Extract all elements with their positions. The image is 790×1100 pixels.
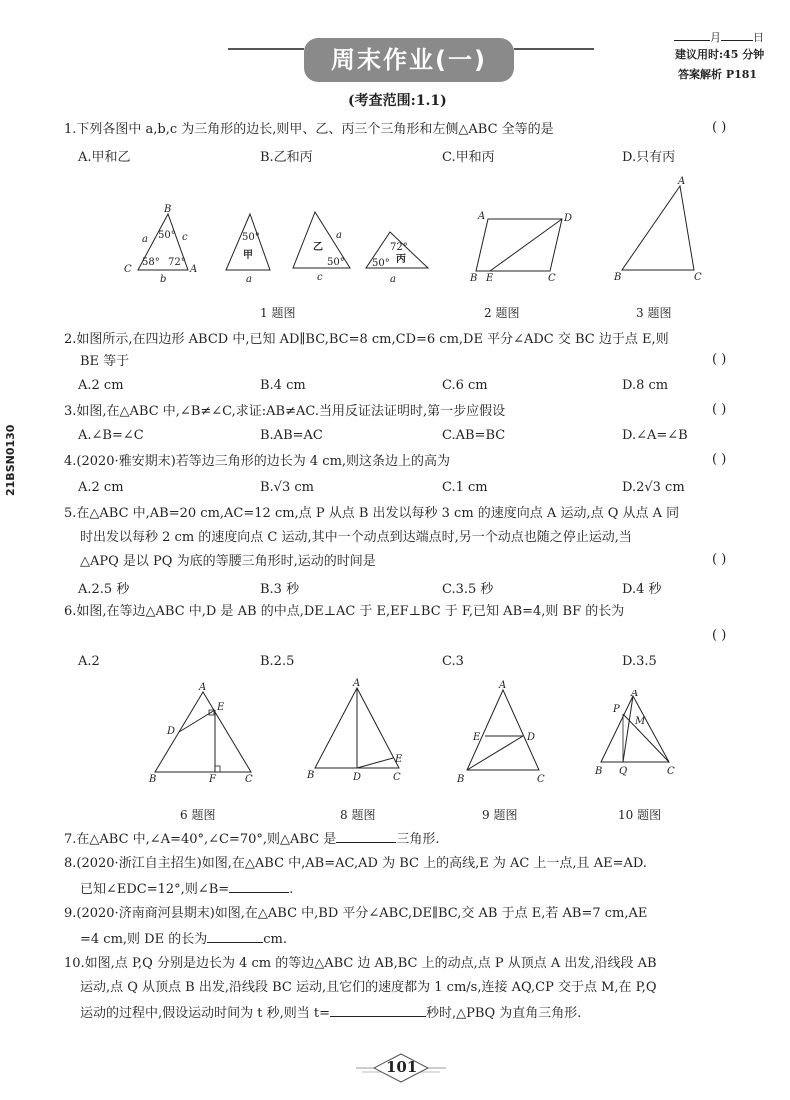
caption-fig1: 1 题图 bbox=[260, 306, 296, 320]
q4-option-c: C.1 cm bbox=[442, 480, 488, 495]
q6-option-c: C.3 bbox=[442, 654, 464, 669]
q2-text-line2: BE 等于 bbox=[80, 354, 130, 369]
q9-text-line2: =4 cm,则 DE 的长为 cm. bbox=[80, 928, 770, 950]
q3-option-c: C.AB=BC bbox=[442, 428, 506, 443]
svg-text:E: E bbox=[486, 273, 494, 284]
q10-blank[interactable] bbox=[330, 1002, 426, 1017]
yi-name: 乙 bbox=[313, 242, 323, 253]
svg-text:A: A bbox=[199, 682, 207, 693]
q6-option-d: D.3.5 bbox=[622, 654, 657, 669]
svg-text:M: M bbox=[635, 716, 646, 727]
caption-fig2: 2 题图 bbox=[484, 306, 520, 320]
svg-text:C: C bbox=[548, 273, 556, 284]
caption-fig9: 9 题图 bbox=[482, 808, 518, 822]
q8-text-line2: 已知∠EDC=12°,则∠B= . bbox=[80, 878, 770, 900]
caption-fig10: 10 题图 bbox=[618, 808, 662, 822]
q6-option-b: B.2.5 bbox=[260, 654, 295, 669]
answer-ref: 答案解析 P181 bbox=[678, 68, 758, 81]
q1-option-c: C.甲和丙 bbox=[442, 150, 495, 165]
svg-text:B: B bbox=[149, 774, 157, 785]
jia-name: 甲 bbox=[243, 250, 253, 261]
figure-q3 bbox=[610, 172, 710, 287]
q8-blank[interactable] bbox=[229, 878, 289, 893]
q5-text-line1: 5.在△ABC 中,AB=20 cm,AC=12 cm,点 P 从点 B 出发以每秒 3 cm 的速度向点 A 运动,点 Q 从点 A 同 bbox=[64, 506, 680, 521]
q4-answer-paren: ( ) bbox=[712, 452, 727, 467]
svg-text:D: D bbox=[353, 772, 362, 783]
figure-q9 bbox=[455, 678, 555, 790]
q5-option-d: D.4 秒 bbox=[622, 582, 662, 597]
figure-q2 bbox=[470, 205, 580, 285]
q9-blank[interactable] bbox=[207, 928, 263, 943]
svg-text:B: B bbox=[457, 774, 465, 785]
fig1-side-b: b bbox=[160, 274, 167, 285]
svg-text:D: D bbox=[564, 213, 573, 224]
fig1-side-c: c bbox=[182, 232, 188, 243]
q5-answer-paren: ( ) bbox=[712, 552, 727, 567]
title-rule-right bbox=[514, 48, 594, 50]
q4-text: 4.(2020·雅安期末)若等边三角形的边长为 4 cm,则这条边上的高为 bbox=[64, 454, 451, 469]
q2-option-d: D.8 cm bbox=[622, 378, 669, 393]
q2-option-c: C.6 cm bbox=[442, 378, 488, 393]
svg-text:A: A bbox=[678, 176, 686, 187]
scope-label: (考查范围:1.1) bbox=[348, 93, 447, 109]
date-line: 月 日 bbox=[674, 26, 764, 45]
q1-option-b: B.乙和丙 bbox=[260, 150, 313, 165]
suggest-time: 建议用时:45 分钟 bbox=[675, 48, 765, 61]
svg-text:D: D bbox=[167, 726, 176, 737]
q5-option-c: C.3.5 秒 bbox=[442, 582, 494, 597]
svg-text:D: D bbox=[527, 732, 536, 743]
bing-name: 丙 bbox=[396, 254, 406, 265]
q5-option-b: B.3 秒 bbox=[260, 582, 300, 597]
bing-side: a bbox=[390, 274, 396, 285]
jia-angle: 50° bbox=[242, 232, 260, 243]
svg-text:A: A bbox=[478, 211, 486, 222]
figure-q10 bbox=[595, 690, 685, 780]
jia-side: a bbox=[246, 274, 252, 285]
fig1-angle-c: 58° bbox=[142, 257, 160, 268]
svg-text:A: A bbox=[353, 678, 361, 689]
fig1-angle-a: 72° bbox=[168, 257, 186, 268]
q1-text: 1.下列各图中 a,b,c 为三角形的边长,则甲、乙、丙三个三角形和左侧△ABC 全等的是 bbox=[64, 122, 554, 137]
caption-fig3: 3 题图 bbox=[636, 306, 672, 320]
q3-option-a: A.∠B=∠C bbox=[78, 428, 144, 443]
svg-text:F: F bbox=[209, 774, 216, 785]
q1-option-a: A.甲和乙 bbox=[78, 150, 131, 165]
q4-option-b: B.√3 cm bbox=[260, 480, 314, 495]
fig1-label-b: B bbox=[164, 204, 172, 215]
q5-option-a: A.2.5 秒 bbox=[78, 582, 130, 597]
svg-text:E: E bbox=[217, 702, 225, 713]
q2-option-b: B.4 cm bbox=[260, 378, 306, 393]
svg-text:Q: Q bbox=[619, 766, 628, 777]
svg-text:C: C bbox=[537, 774, 545, 785]
q10-text-line1: 10.如图,点 P,Q 分别是边长为 4 cm 的等边△ABC 边 AB,BC 上的动点,点 P 从顶点 A 出发,沿线段 AB bbox=[64, 956, 657, 971]
yi-angle: 50° bbox=[327, 257, 345, 268]
fig1-label-c: C bbox=[124, 264, 132, 275]
q9-text-line1: 9.(2020·济南商河县期末)如图,在△ABC 中,BD 平分∠ABC,DE∥BC,交 AB 于点 E,若 AB=7 cm,AE bbox=[64, 906, 648, 921]
q1-answer-paren: ( ) bbox=[712, 120, 727, 135]
caption-fig8: 8 题图 bbox=[340, 808, 376, 822]
q2-answer-paren: ( ) bbox=[712, 352, 727, 367]
bing-angle-top: 72° bbox=[390, 242, 408, 253]
caption-fig6: 6 题图 bbox=[180, 808, 216, 822]
q10-text-line2: 运动,点 Q 从顶点 B 出发,沿线段 BC 运动,且它们的速度都为 1 cm/s,连接 AQ,CP 交于点 M,在 P,Q bbox=[80, 980, 657, 995]
svg-text:B: B bbox=[470, 273, 478, 284]
q3-option-b: B.AB=AC bbox=[260, 428, 323, 443]
q3-option-d: D.∠A=∠B bbox=[622, 428, 688, 443]
svg-text:C: C bbox=[245, 774, 253, 785]
q8-text-line1: 8.(2020·浙江自主招生)如图,在△ABC 中,AB=AC,AD 为 BC 上的高线,E 为 AC 上一点,且 AE=AD. bbox=[64, 856, 647, 871]
svg-text:B: B bbox=[595, 766, 603, 777]
q1-option-d: D.只有丙 bbox=[622, 150, 676, 165]
q3-answer-paren: ( ) bbox=[712, 402, 727, 417]
svg-text:B: B bbox=[614, 272, 622, 283]
svg-text:E: E bbox=[395, 754, 403, 765]
q3-text: 3.如图,在△ABC 中,∠B≠∠C,求证:AB≠AC.当用反证法证明时,第一步应假设 bbox=[64, 404, 506, 419]
yi-side-a: a bbox=[336, 230, 342, 241]
q7-blank[interactable] bbox=[336, 828, 396, 843]
svg-text:E: E bbox=[473, 732, 481, 743]
page-number: 101 bbox=[386, 1058, 418, 1076]
q5-text-line2: 时出发以每秒 2 cm 的速度向点 C 运动,其中一个动点到达端点时,另一个动点也随之停止运动,当 bbox=[80, 530, 632, 545]
title-rule-left bbox=[228, 48, 304, 50]
svg-text:B: B bbox=[307, 770, 315, 781]
figure-q8 bbox=[305, 676, 415, 790]
q2-text-line1: 2.如图所示,在四边形 ABCD 中,已知 AD∥BC,BC=8 cm,CD=6 cm,DE 平分∠ADC 交 BC 边于点 E,则 bbox=[64, 332, 669, 347]
svg-text:A: A bbox=[499, 680, 507, 691]
side-code: 21BSN0130 bbox=[4, 424, 17, 496]
q6-text: 6.如图,在等边△ABC 中,D 是 AB 的中点,DE⊥AC 于 E,EF⊥BC 于 F,已知 AB=4,则 BF 的长为 bbox=[64, 604, 625, 619]
fig1-label-a: A bbox=[190, 264, 198, 275]
q7-text: 7.在△ABC 中,∠A=40°,∠C=70°,则△ABC 是 三角形. bbox=[64, 828, 754, 850]
q6-option-a: A.2 bbox=[78, 654, 100, 669]
svg-text:C: C bbox=[694, 272, 702, 283]
q6-answer-paren: ( ) bbox=[712, 628, 727, 643]
figure-q1 bbox=[110, 170, 450, 290]
bing-angle-left: 50° bbox=[372, 258, 390, 269]
fig1-angle-b: 50° bbox=[158, 230, 176, 241]
svg-text:P: P bbox=[613, 704, 620, 715]
q2-option-a: A.2 cm bbox=[78, 378, 124, 393]
q10-text-line3: 运动的过程中,假设运动时间为 t 秒,则当 t= 秒时,△PBQ 为直角三角形. bbox=[80, 1002, 770, 1024]
yi-side-c: c bbox=[317, 272, 323, 283]
page-title: 周末作业(一) bbox=[304, 38, 514, 82]
svg-text:A: A bbox=[631, 690, 639, 699]
fig1-side-a: a bbox=[142, 234, 148, 245]
figure-q6 bbox=[145, 680, 265, 790]
q5-text-line3: △APQ 是以 PQ 为底的等腰三角形时,运动的时间是 bbox=[80, 554, 376, 569]
q4-option-a: A.2 cm bbox=[78, 480, 124, 495]
q4-option-d: D.2√3 cm bbox=[622, 480, 685, 495]
svg-text:C: C bbox=[393, 772, 401, 783]
svg-text:C: C bbox=[667, 766, 675, 777]
